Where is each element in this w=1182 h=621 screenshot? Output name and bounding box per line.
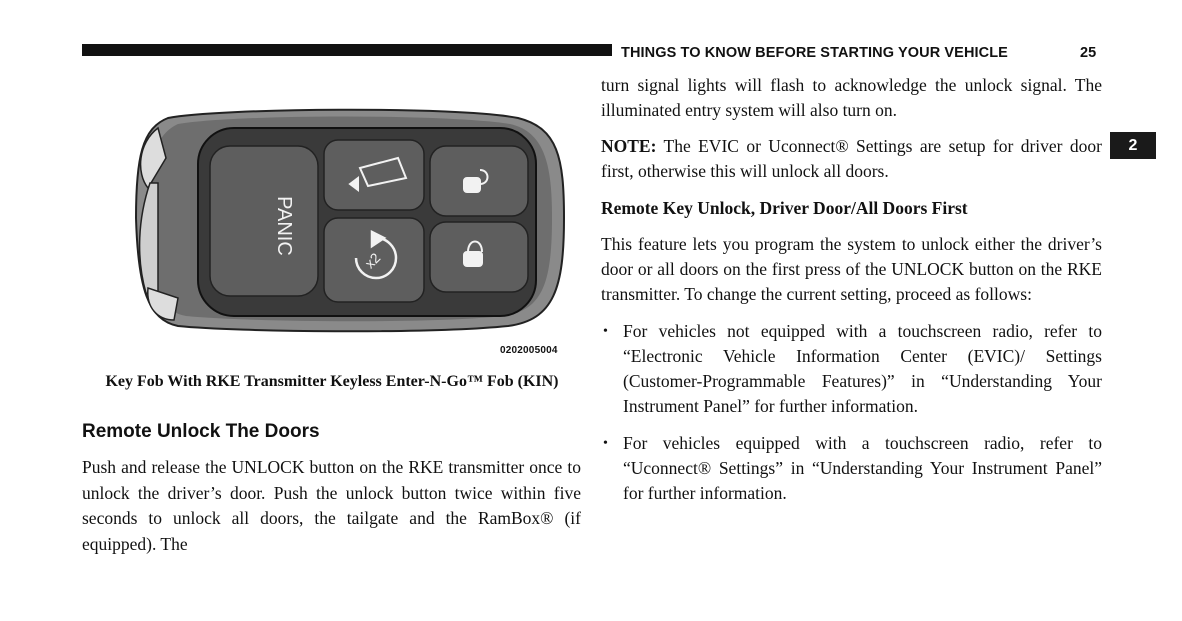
page-number: 25: [1080, 45, 1097, 61]
section-heading: Remote Unlock The Doors: [82, 421, 320, 442]
list-item: • For vehicles not equipped with a touchscreen radio, refer to “Electronic Vehicle Information Center (EVIC)/ Settings (Customer-Programmable Features)” in “Understanding Your Instrument Panel” for further information.: [603, 321, 1102, 416]
x2-label: x2: [361, 249, 384, 272]
running-header: THINGS TO KNOW BEFORE STARTING YOUR VEHICLE: [621, 45, 1008, 61]
list-item: • For vehicles equipped with a touchscreen radio, refer to “Uconnect® Settings” in “Understanding Your Instrument Panel” for further information.: [603, 433, 1102, 503]
header-rule: [82, 44, 612, 56]
left-paragraph: Push and release the UNLOCK button on the RKE transmitter once to unlock the driver’s door. Push the unlock button twice within five seconds to unlock all doors, the tailgate and the RamBox® (if equipped). The: [82, 457, 581, 554]
feature-paragraph: This feature lets you program the system to unlock either the driver’s door or all doors on the first press of the UNLOCK button on the RKE transmitter. To change the current setting, proceed as follows:: [601, 234, 1102, 304]
figure-code: 0202005004: [500, 345, 558, 356]
key-fob-illustration: [128, 88, 568, 348]
bullet-icon: •: [603, 324, 608, 339]
panic-button: [210, 146, 318, 296]
figure-caption: Key Fob With RKE Transmitter Keyless Enter-N-Go™ Fob (KIN): [105, 373, 559, 390]
note-label: NOTE:: [601, 136, 657, 156]
note-text: The EVIC or Uconnect® Settings are setup for driver door first, otherwise this will unlock all doors.: [601, 136, 1102, 181]
panic-label: PANIC: [273, 196, 295, 256]
right-column: [601, 73, 1102, 518]
section-tab: 2: [1110, 132, 1156, 159]
bullet-list: [601, 319, 1102, 506]
continued-paragraph: turn signal lights will flash to acknowledge the unlock signal. The illuminated entry system will also turn on.: [601, 75, 1102, 120]
subheading: Remote Key Unlock, Driver Door/All Doors First: [601, 198, 968, 218]
bullet-icon: •: [603, 436, 608, 451]
trunk-button: [324, 140, 424, 210]
note-paragraph: [601, 134, 1102, 184]
